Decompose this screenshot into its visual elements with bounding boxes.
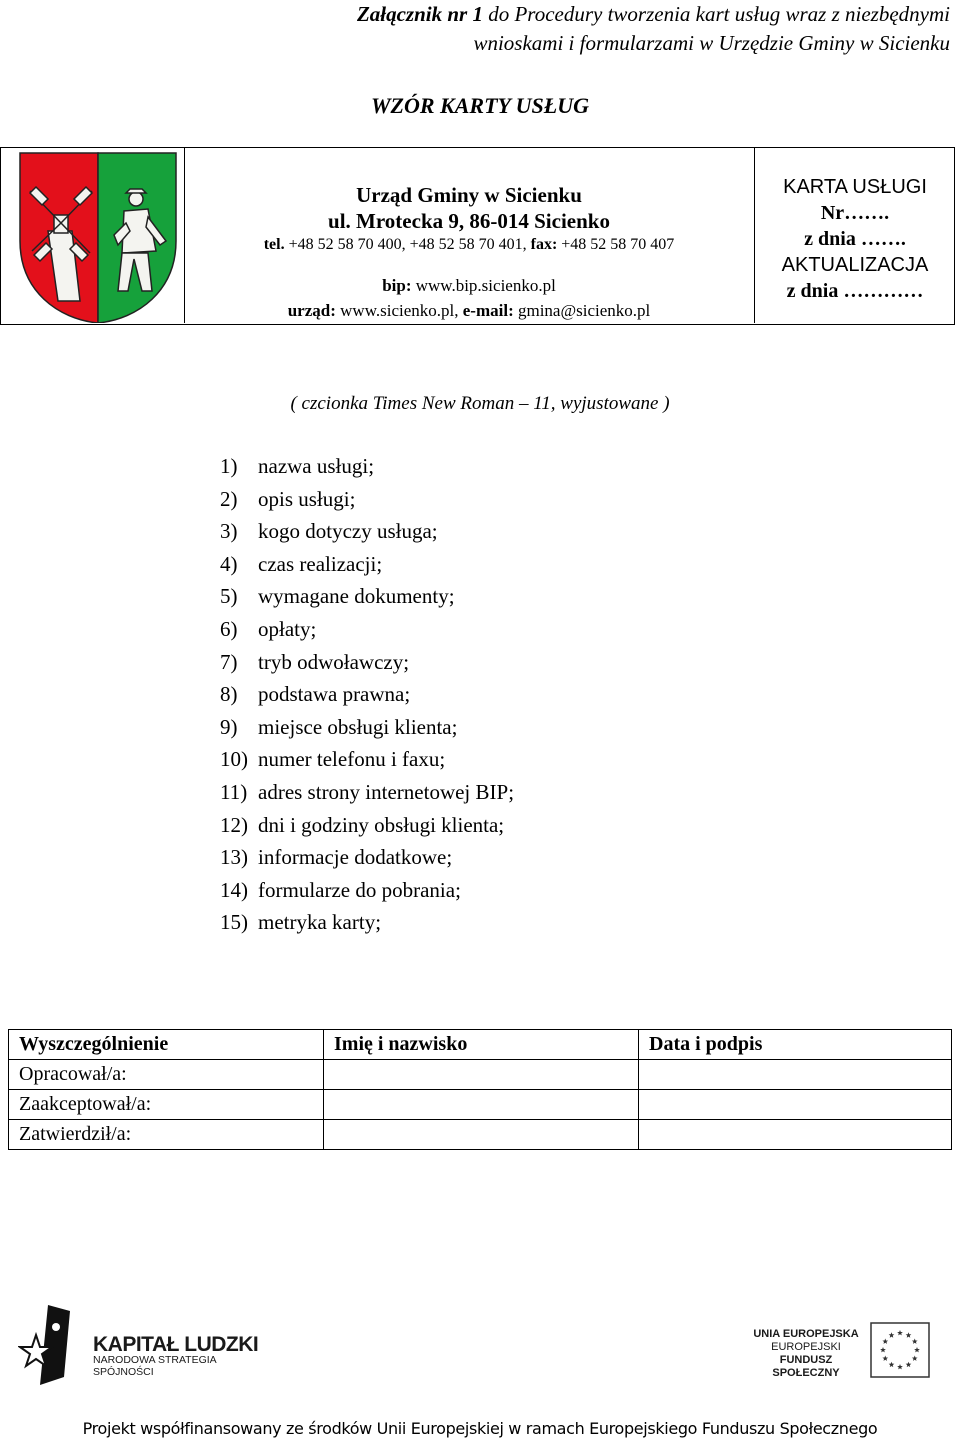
eu-flag-icon [870, 1322, 930, 1378]
attachment-label: Załącznik nr 1 [356, 2, 483, 26]
list-item-number: 6) [220, 616, 238, 641]
row-label: Opracował/a: [9, 1060, 324, 1090]
date-signature-cell[interactable] [639, 1120, 952, 1150]
coat-of-arms-icon [18, 151, 180, 323]
attachment-header-line2: wnioskami i formularzami w Urzędzie Gminy w Sicienku [473, 31, 950, 55]
eu-logo-text [750, 1328, 862, 1380]
row-label: Zaakceptował/a: [9, 1090, 324, 1120]
list-item [220, 711, 514, 744]
list-item [220, 776, 514, 809]
name-cell[interactable] [324, 1120, 639, 1150]
list-item-text: nazwa usługi; [258, 454, 375, 478]
row-label: Zatwierdził/a: [9, 1120, 324, 1150]
office-address: ul. Mrotecka 9, 86-014 Sicienko [328, 209, 610, 233]
list-item-number: 15) [220, 910, 248, 935]
card-number: Nr……. [820, 202, 890, 224]
kapital-ludzki-title: KAPITAŁ LUDZKI [93, 1333, 259, 1356]
list-item-text: metryka karty; [258, 910, 382, 935]
date-signature-cell[interactable] [639, 1060, 952, 1090]
email-label: e-mail: [462, 301, 514, 320]
list-item-text: wymagane dokumenty; [258, 584, 455, 609]
fax-label: fax: [530, 236, 558, 253]
list-item-text: dni i godziny obsługi klienta; [258, 812, 505, 837]
list-item-text: miejsce obsługi klienta; [258, 714, 458, 739]
office-phone [184, 236, 754, 254]
card-date: z dnia ……. [804, 228, 906, 250]
table-header-row [9, 1030, 952, 1060]
urzad-label: urząd: [287, 301, 336, 320]
list-item [220, 548, 514, 581]
header-name: Imię i nazwisko [324, 1030, 639, 1060]
list-item-number: 12) [220, 812, 248, 837]
list-item [220, 809, 514, 842]
list-item-number: 4) [220, 551, 238, 576]
bip-url[interactable]: www.bip.sicienko.pl [411, 276, 556, 295]
table-row [9, 1060, 952, 1090]
date-signature-cell[interactable] [639, 1090, 952, 1120]
list-item-text: czas realizacji; [258, 551, 383, 576]
office-website [184, 301, 754, 321]
template-title: WZÓR KARTY USŁUG [371, 93, 589, 118]
list-item [220, 678, 514, 711]
office-name: Urząd Gminy w Sicienku [356, 183, 582, 207]
font-note: ( czcionka Times New Roman – 11, wyjustowane ) [290, 393, 670, 414]
list-item [220, 483, 514, 516]
attachment-line1-text: do Procedury tworzenia kart usług wraz z niezbędnymi [482, 2, 950, 26]
tel-label: tel. [263, 236, 285, 253]
card-info [755, 148, 955, 323]
kapital-ludzki-logo [18, 1305, 278, 1387]
name-cell[interactable] [324, 1090, 639, 1120]
list-item [220, 874, 514, 907]
list-item-text: numer telefonu i faxu; [258, 747, 446, 772]
signature-table [8, 1029, 952, 1150]
list-item-number: 8) [220, 682, 238, 707]
list-item-number: 2) [220, 486, 238, 511]
list-item [220, 450, 514, 483]
list-item-number: 5) [220, 584, 238, 609]
service-items-list [220, 450, 514, 939]
list-item [220, 646, 514, 679]
header-table [0, 147, 955, 325]
list-item-number: 9) [220, 714, 238, 739]
list-item-text: formularze do pobrania; [258, 877, 461, 902]
list-item-text: informacje dodatkowe; [258, 845, 453, 870]
list-item [220, 841, 514, 874]
eu-name: UNIA EUROPEJSKA [753, 1328, 859, 1340]
eu-logo [750, 1322, 930, 1382]
list-item [220, 580, 514, 613]
list-item-text: opłaty; [258, 616, 317, 641]
list-item-text: tryb odwoławczy; [258, 649, 410, 674]
attachment-header-line1 [230, 0, 950, 29]
card-update-date: z dnia ………… [786, 280, 924, 302]
list-item [220, 906, 514, 939]
office-info [184, 148, 755, 323]
list-item-text: podstawa prawna; [258, 682, 411, 707]
office-bip [184, 276, 754, 296]
list-item [220, 743, 514, 776]
table-row [9, 1120, 952, 1150]
list-item-number: 3) [220, 519, 238, 544]
header-date-signature: Data i podpis [639, 1030, 952, 1060]
list-item-number: 1) [220, 454, 238, 478]
card-update-label: AKTUALIZACJA [781, 254, 929, 276]
list-item-text: adres strony internetowej BIP; [258, 779, 515, 804]
list-item-number: 13) [220, 845, 248, 870]
bip-label: bip: [382, 276, 412, 295]
list-item-text: kogo dotyczy usługa; [258, 519, 438, 544]
card-title: KARTA USŁUGI [783, 176, 927, 198]
urzad-url[interactable]: www.sicienko.pl, [335, 301, 463, 320]
header-specification: Wyszczególnienie [9, 1030, 324, 1060]
list-item-number: 7) [220, 649, 238, 674]
list-item-number: 10) [220, 747, 248, 772]
list-item-number: 14) [220, 877, 248, 902]
attachment-header [230, 0, 950, 58]
list-item-text: opis usługi; [258, 486, 356, 511]
email-address[interactable]: gmina@sicienko.pl [513, 301, 651, 320]
table-row [9, 1090, 952, 1120]
list-item [220, 515, 514, 548]
tel-numbers: +48 52 58 70 400, +48 52 58 70 401, [284, 236, 531, 253]
list-item-number: 11) [220, 779, 248, 804]
eu-fund-line1: EUROPEJSKI [771, 1341, 841, 1353]
fax-number: +48 52 58 70 407 [557, 236, 675, 253]
name-cell[interactable] [324, 1060, 639, 1090]
kapital-ludzki-subtitle: NARODOWA STRATEGIA SPÓJNOŚCI [93, 1354, 217, 1378]
list-item [220, 613, 514, 646]
footer-note: Projekt współfinansowany ze środków Unii Europejskiej w ramach Europejskiego Funduszu Społecznego [82, 1419, 878, 1438]
crest-cell [1, 148, 185, 323]
kapital-ludzki-emblem-icon [18, 1305, 78, 1387]
eu-fund-line2: FUNDUSZ SPOŁECZNY [772, 1354, 840, 1379]
